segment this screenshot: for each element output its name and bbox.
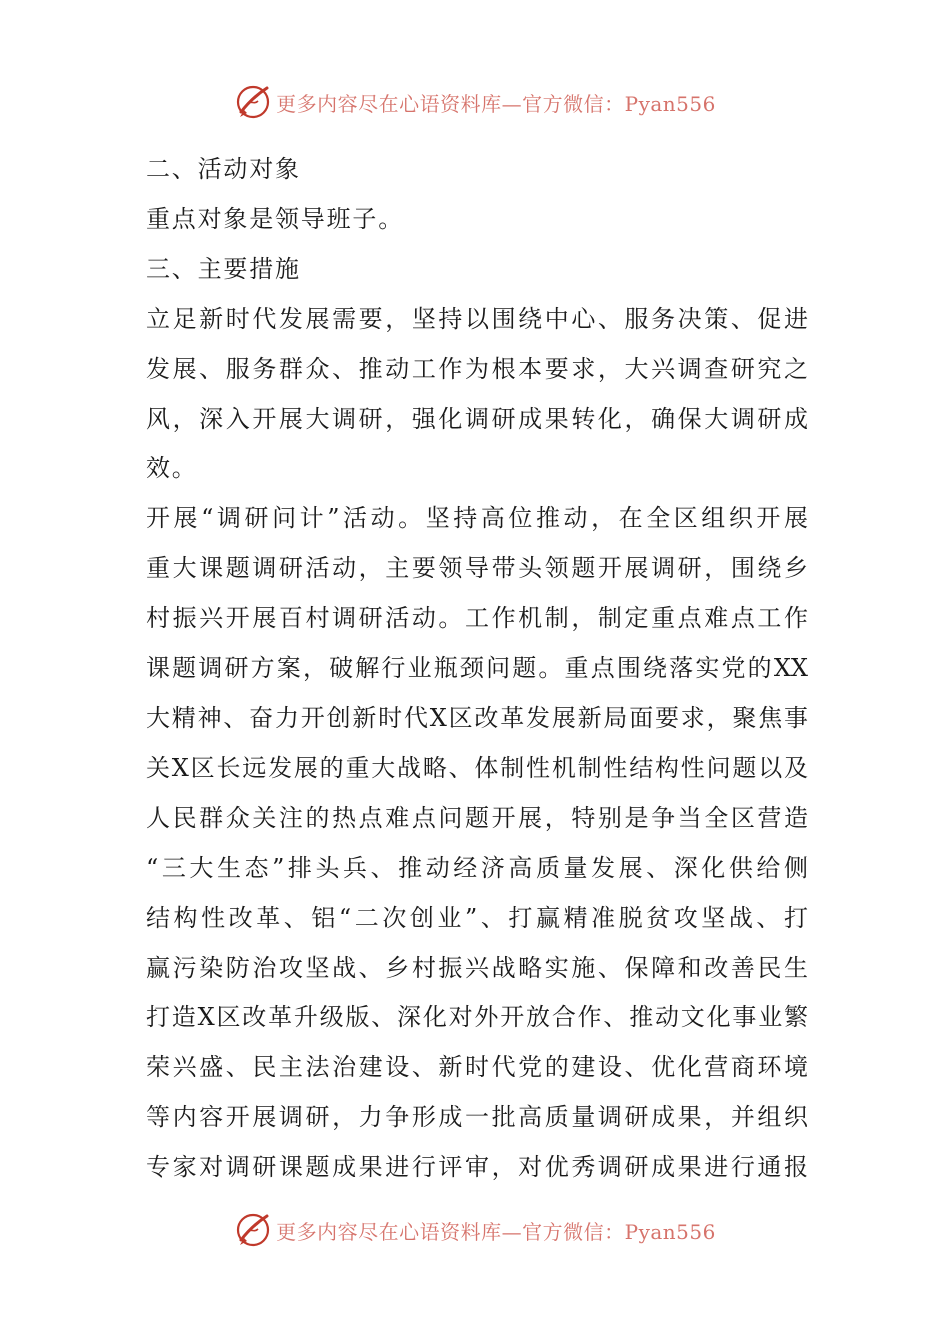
text-line: 风，深入开展大调研，强化调研成果转化，确保大调研成 bbox=[146, 404, 808, 433]
text-line: 三、主要措施 bbox=[146, 254, 301, 283]
footer-watermark-text: 更多内容尽在心语资料库—官方微信：Pyan556 bbox=[276, 1219, 716, 1244]
text-line: 开展“调研问计”活动。坚持高位推动，在全区组织开展 bbox=[146, 504, 808, 533]
header-watermark-text: 更多内容尽在心语资料库—官方微信：Pyan556 bbox=[276, 91, 716, 116]
text-line: 赢污染防治攻坚战、乡村振兴战略实施、保障和改善民生 bbox=[146, 953, 808, 982]
text-line: 课题调研方案，破解行业瓶颈问题。重点围绕落实党的XX bbox=[146, 654, 808, 683]
footer-watermark-banner bbox=[0, 1208, 950, 1252]
text-line: 人民群众关注的热点难点问题开展，特别是争当全区营造 bbox=[146, 803, 808, 832]
text-line: 立足新时代发展需要，坚持以围绕中心、服务决策、促进 bbox=[146, 304, 808, 333]
text-line: 二、活动对象 bbox=[146, 155, 301, 183]
text-line: 效。 bbox=[146, 454, 198, 483]
header-watermark-banner bbox=[0, 80, 950, 124]
text-line: 关X区长远发展的重大战略、体制性机制性结构性问题以及 bbox=[146, 753, 808, 782]
pen-logo-icon bbox=[234, 83, 272, 121]
text-line: 村振兴开展百村调研活动。工作机制，制定重点难点工作 bbox=[146, 604, 808, 633]
pen-logo-icon bbox=[234, 1211, 272, 1249]
text-line: 重点对象是领导班子。 bbox=[146, 204, 404, 233]
text-line: 荣兴盛、民主法治建设、新时代党的建设、优化营商环境 bbox=[146, 1053, 808, 1082]
document-body bbox=[146, 145, 808, 1193]
text-line: 打造X区改革升级版、深化对外开放合作、推动文化事业繁 bbox=[146, 1003, 808, 1032]
text-line: 等内容开展调研，力争形成一批高质量调研成果，并组织 bbox=[146, 1103, 808, 1132]
text-line: 结构性改革、铝“二次创业”、打赢精准脱贫攻坚战、打 bbox=[146, 903, 808, 932]
text-line: 重大课题调研活动，主要领导带头领题开展调研，围绕乡 bbox=[146, 554, 808, 583]
text-line: 发展、服务群众、推动工作为根本要求，大兴调查研究之 bbox=[146, 354, 808, 383]
text-line: “三大生态”排头兵、推动经济高质量发展、深化供给侧 bbox=[146, 853, 808, 882]
text-line: 专家对调研课题成果进行评审，对优秀调研成果进行通报 bbox=[146, 1153, 808, 1182]
text-line: 大精神、奋力开创新时代X区改革发展新局面要求，聚焦事 bbox=[146, 703, 808, 732]
